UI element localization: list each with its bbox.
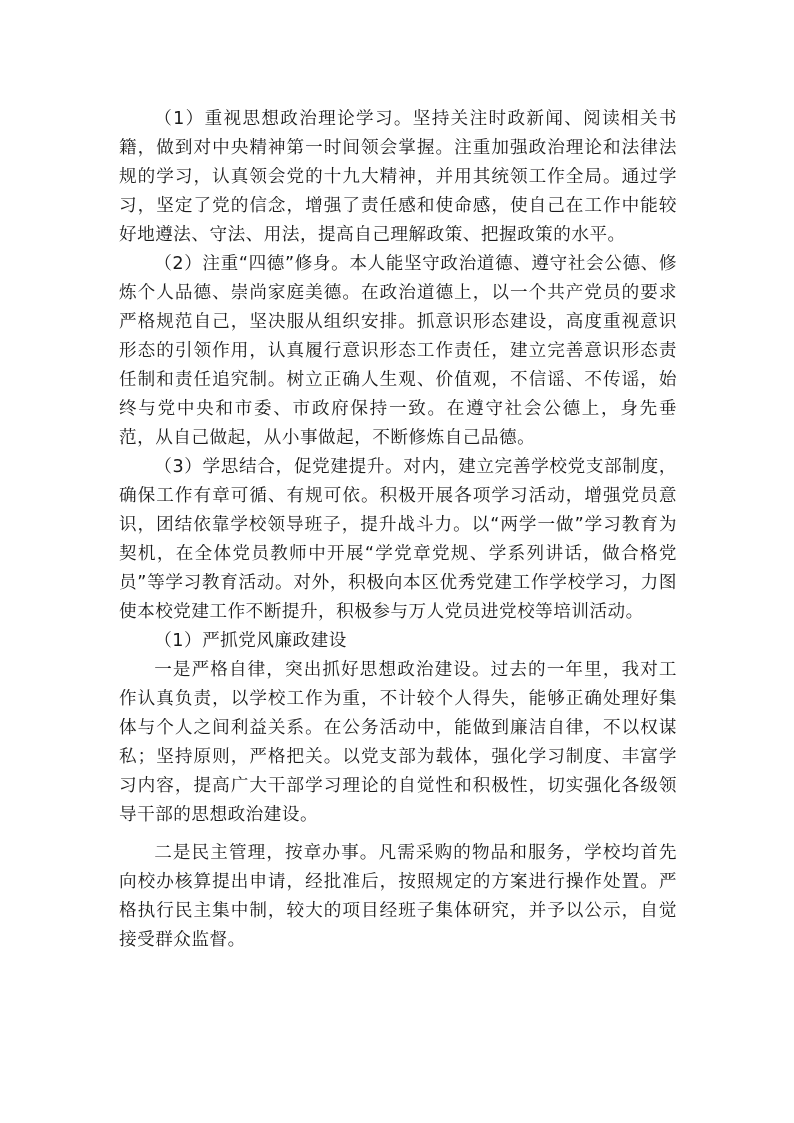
paragraph-party-building: （3）学思结合，促党建提升。对内，建立完善学校党支部制度，确保工作有章可循、有规可依。积极开展各项学习活动，增强党员意识，团结依靠学校领导班子，提升战斗力。以“两学一做”学习教育为契机，在全体党员教师中开展“学党章党规、学系列讲话，做合格党员”等学习教育活动。对外，积极向本区优秀党建工作学校学习，力图使本校党建工作不断提升，积极参与万人党员进党校等培训活动。	[119, 457, 677, 622]
paragraph-political-study: （1）重视思想政治理论学习。坚持关注时政新闻、阅读相关书籍，做到对中央精神第一时间领会掌握。注重加强政治理论和法律法规的学习，认真领会党的十九大精神，并用其统领工作全局。通过学习，坚定了党的信念，增强了责任感和使命感，使自己在工作中能较好地遵法、守法、用法，提高自己理解政策、把握政策的水平。	[119, 109, 677, 245]
section-heading-integrity: （1）严抓党风廉政建设	[154, 631, 347, 651]
paragraph-four-virtues: （2）注重“四德”修身。本人能坚守政治道德、遵守社会公德、修炼个人品德、崇尚家庭美德。在政治道德上，以一个共产党员的要求严格规范自己，坚决服从组织安排。抓意识形态建设，高度重视意识形态的引领作用，认真履行意识形态工作责任，建立完善意识形态责任制和责任追究制。树立正确人生观、价值观，不信谣、不传谣，始终与党中央和市委、市政府保持一致。在遵守社会公德上，身先垂范，从自己做起，从小事做起，不断修炼自己品德。	[119, 254, 677, 448]
paragraph-self-discipline: 一是严格自律，突出抓好思想政治建设。过去的一年里，我对工作认真负责，以学校工作为重，不计较个人得失，能够正确处理好集体与个人之间利益关系。在公务活动中，能做到廉洁自律，不以权谋私；坚持原则，严格把关。以党支部为载体，强化学习制度、丰富学习内容，提高广大干部学习理论的自觉性和积极性，切实强化各级领导干部的思想政治建设。	[119, 660, 677, 825]
document-body	[119, 105, 677, 955]
paragraph-democratic-management: 二是民主管理，按章办事。凡需采购的物品和服务，学校均首先向校办核算提出申请，经批准后，按照规定的方案进行操作处置。严格执行民主集中制，较大的项目经班子集体研究，并予以公示，自觉接受群众监督。	[119, 843, 677, 950]
